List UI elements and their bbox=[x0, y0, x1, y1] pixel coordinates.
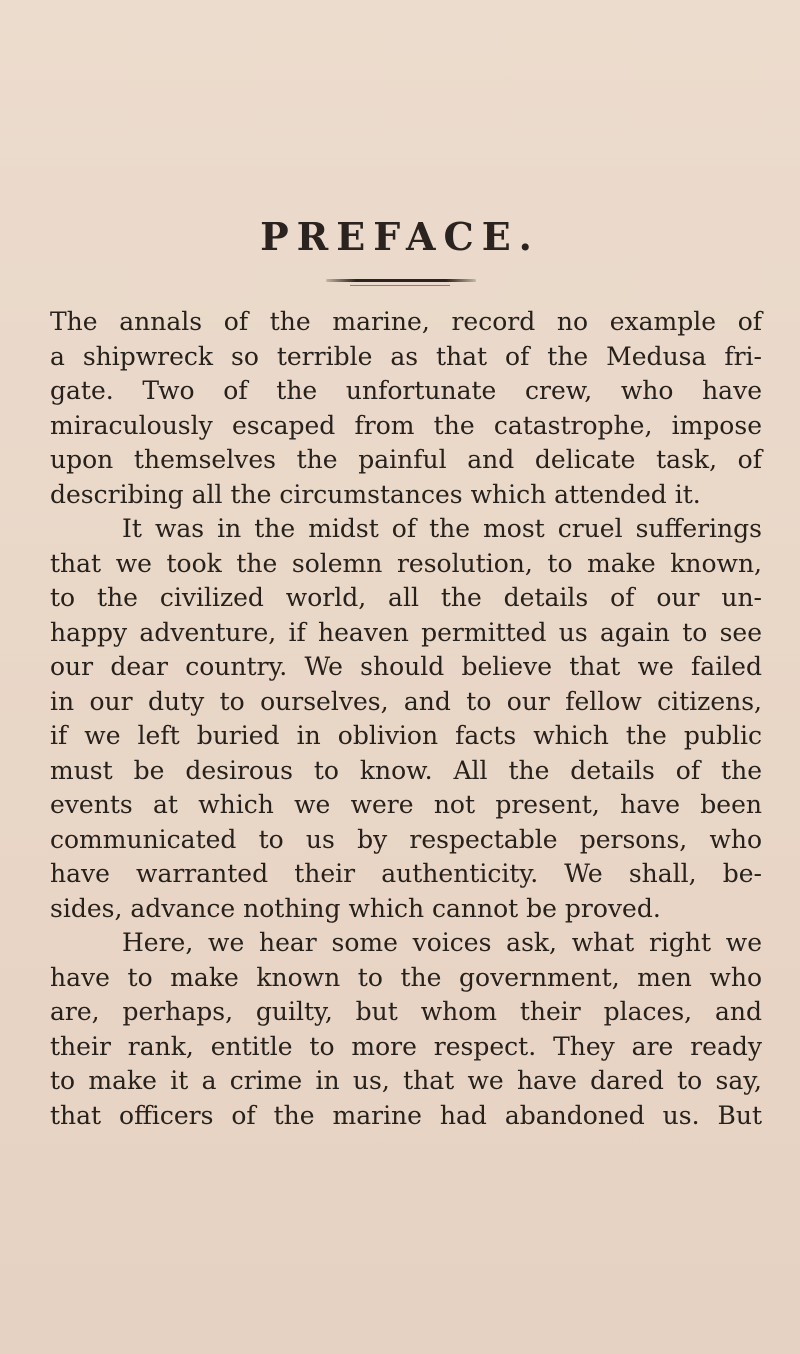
text-line: miraculously escaped from the catastrophe, impose bbox=[50, 410, 762, 440]
text-line: to make it a crime in us, that we have dared to say, bbox=[50, 1066, 762, 1095]
text-line: happy adventure, if heaven permitted us again to see bbox=[50, 617, 762, 647]
text-line: The annals of the marine, record no example of bbox=[50, 307, 762, 336]
preface-text bbox=[50, 305, 762, 1133]
title-rule bbox=[326, 279, 476, 282]
text-line: gate. Two of the unfortunate crew, who have bbox=[50, 376, 762, 405]
text-line: a shipwreck so terrible as that of the Medusa fri- bbox=[50, 341, 762, 371]
text-line: if we left buried in oblivion facts which the public bbox=[50, 721, 762, 750]
text-line: sides, advance nothing which cannot be proved. bbox=[50, 893, 661, 923]
text-line: Here, we hear some voices ask, what right we bbox=[122, 928, 762, 957]
title-rule-underline bbox=[350, 285, 450, 286]
text-line: are, perhaps, guilty, but whom their places, and bbox=[50, 997, 762, 1026]
text-line: that we took the solemn resolution, to make known, bbox=[50, 548, 762, 578]
text-line: our dear country. We should believe that we failed bbox=[50, 652, 762, 681]
text-line: that officers of the marine had abandoned us. But bbox=[50, 1100, 762, 1130]
text-line: It was in the midst of the most cruel sufferings bbox=[122, 514, 762, 543]
text-line: have to make known to the government, men who bbox=[50, 962, 762, 992]
text-line: their rank, entitle to more respect. They are ready bbox=[50, 1031, 762, 1061]
text-line: must be desirous to know. All the details of the bbox=[50, 755, 762, 785]
page-title: PREFACE. bbox=[260, 214, 540, 259]
text-line: in our duty to ourselves, and to our fellow citizens, bbox=[50, 686, 762, 716]
text-line: events at which we were not present, have been bbox=[50, 790, 762, 819]
text-line: have warranted their authenticity. We shall, be- bbox=[50, 859, 762, 888]
text-line: communicated to us by respectable persons, who bbox=[50, 824, 762, 854]
text-line: upon themselves the painful and delicate task, of bbox=[50, 445, 762, 474]
text-line: describing all the circumstances which attended it. bbox=[50, 479, 701, 509]
text-line: to the civilized world, all the details of our un- bbox=[50, 583, 762, 612]
